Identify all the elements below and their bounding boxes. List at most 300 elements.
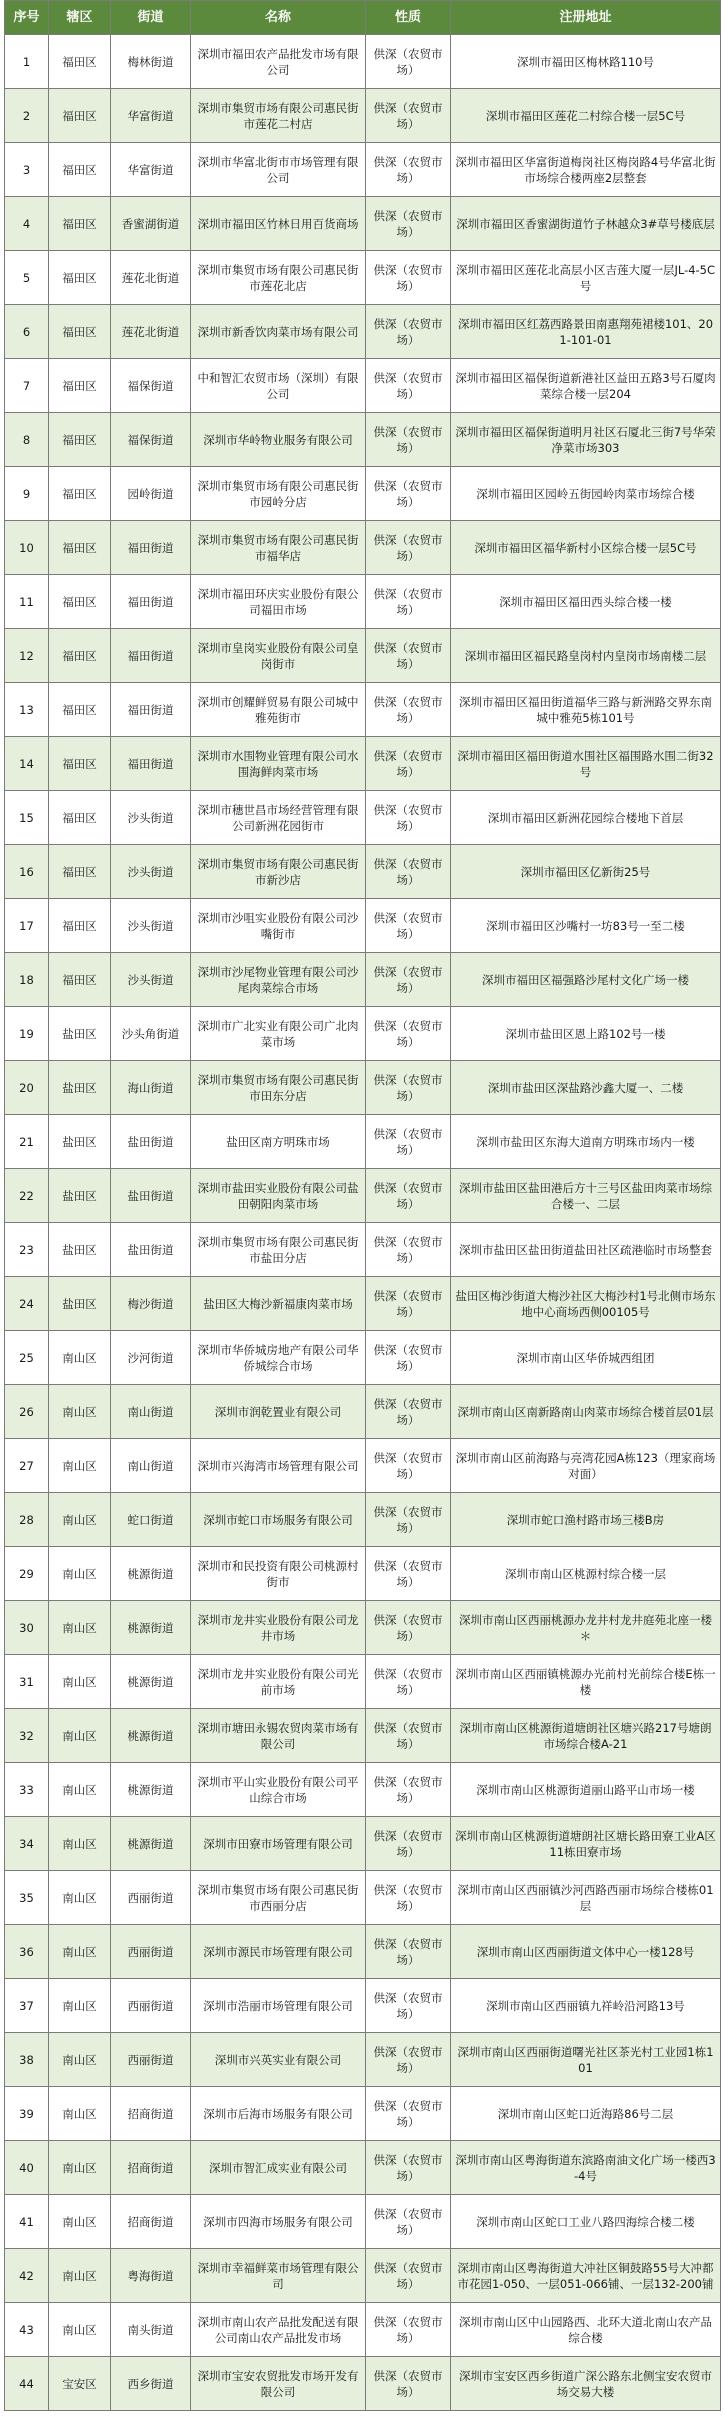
- table-row: [5, 2087, 721, 2141]
- cell-district: 南山区: [49, 1601, 111, 1655]
- cell-nature: 供深（农贸市场）: [366, 2033, 451, 2087]
- cell-name: 深圳市平山实业股份有限公司平山综合市场: [191, 1763, 366, 1817]
- cell-name: 深圳市盐田实业股份有限公司盐田朝阳肉菜市场: [191, 1169, 366, 1223]
- cell-address: 深圳市宝安区西乡街道广深公路东北侧宝安农贸市场交易大楼: [451, 2357, 721, 2411]
- table-row: [5, 2357, 721, 2411]
- table-row: [5, 1709, 721, 1763]
- header-index: 序号: [5, 1, 49, 35]
- cell-nature: 供深（农贸市场）: [366, 197, 451, 251]
- cell-street: 沙河街道: [111, 1331, 191, 1385]
- cell-index: 14: [5, 737, 49, 791]
- cell-address: 深圳市南山区前海路与亮湾花园A栋123（理家商场对面）: [451, 1439, 721, 1493]
- cell-address: 深圳市福田区福保街道明月社区石厦北三街7号华荣净菜市场303: [451, 413, 721, 467]
- table-row: [5, 629, 721, 683]
- cell-name: 盐田区南方明珠市场: [191, 1115, 366, 1169]
- cell-address: 深圳市南山区桃源村综合楼一层: [451, 1547, 721, 1601]
- table-row: [5, 1115, 721, 1169]
- cell-district: 南山区: [49, 1547, 111, 1601]
- cell-street: 南山街道: [111, 1439, 191, 1493]
- cell-name: 深圳市智汇成实业有限公司: [191, 2141, 366, 2195]
- cell-street: 莲花北街道: [111, 251, 191, 305]
- cell-address: 深圳市南山区桃源街道塘朗社区塘兴路217号塘朗市场综合楼A-21: [451, 1709, 721, 1763]
- cell-street: 莲花北街道: [111, 305, 191, 359]
- cell-nature: 供深（农贸市场）: [366, 2195, 451, 2249]
- table-row: [5, 2303, 721, 2357]
- cell-name: 深圳市龙井实业股份有限公司龙井市场: [191, 1601, 366, 1655]
- cell-district: 南山区: [49, 2141, 111, 2195]
- cell-street: 华富街道: [111, 143, 191, 197]
- table-row: [5, 1169, 721, 1223]
- cell-district: 盐田区: [49, 1007, 111, 1061]
- cell-street: 桃源街道: [111, 1763, 191, 1817]
- cell-name: 深圳市新香饮肉菜市场有限公司: [191, 305, 366, 359]
- cell-district: 福田区: [49, 197, 111, 251]
- cell-street: 沙头街道: [111, 899, 191, 953]
- table-row: [5, 2249, 721, 2303]
- cell-name: 深圳市皇岗实业股份有限公司皇岗街市: [191, 629, 366, 683]
- cell-name: 深圳市宝安农贸批发市场开发有限公司: [191, 2357, 366, 2411]
- cell-index: 43: [5, 2303, 49, 2357]
- cell-nature: 供深（农贸市场）: [366, 1979, 451, 2033]
- market-table: [4, 0, 721, 2411]
- cell-district: 南山区: [49, 1817, 111, 1871]
- cell-index: 5: [5, 251, 49, 305]
- cell-district: 福田区: [49, 467, 111, 521]
- cell-district: 盐田区: [49, 1061, 111, 1115]
- cell-district: 福田区: [49, 845, 111, 899]
- table-row: [5, 197, 721, 251]
- cell-address: 深圳市南山区西丽街道曙光社区茶光村工业园1栋101: [451, 2033, 721, 2087]
- cell-nature: 供深（农贸市场）: [366, 2357, 451, 2411]
- cell-index: 10: [5, 521, 49, 575]
- cell-nature: 供深（农贸市场）: [366, 467, 451, 521]
- cell-nature: 供深（农贸市场）: [366, 791, 451, 845]
- cell-index: 38: [5, 2033, 49, 2087]
- cell-address: 深圳市南山区中山园路西、北环大道北南山农产品综合楼: [451, 2303, 721, 2357]
- cell-address: 深圳市福田区莲花二村综合楼一层5C号: [451, 89, 721, 143]
- cell-address: 深圳市福田区福民路皇岗村内皇岗市场南楼二层: [451, 629, 721, 683]
- cell-street: 桃源街道: [111, 1655, 191, 1709]
- cell-index: 22: [5, 1169, 49, 1223]
- cell-nature: 供深（农贸市场）: [366, 575, 451, 629]
- table-row: [5, 1385, 721, 1439]
- cell-nature: 供深（农贸市场）: [366, 1763, 451, 1817]
- cell-address: 深圳市福田区福保街道新港社区益田五路3号石厦肉菜综合楼一层204: [451, 359, 721, 413]
- table-row: [5, 683, 721, 737]
- cell-district: 福田区: [49, 35, 111, 89]
- header-nature: 性质: [366, 1, 451, 35]
- cell-nature: 供深（农贸市场）: [366, 1547, 451, 1601]
- cell-nature: 供深（农贸市场）: [366, 1061, 451, 1115]
- cell-district: 南山区: [49, 1331, 111, 1385]
- cell-district: 南山区: [49, 2249, 111, 2303]
- cell-index: 15: [5, 791, 49, 845]
- cell-name: 深圳市穗世昌市场经营管理有限公司新洲花园街市: [191, 791, 366, 845]
- cell-index: 2: [5, 89, 49, 143]
- table-row: [5, 1223, 721, 1277]
- cell-index: 7: [5, 359, 49, 413]
- cell-index: 19: [5, 1007, 49, 1061]
- cell-street: 西丽街道: [111, 2033, 191, 2087]
- cell-nature: 供深（农贸市场）: [366, 521, 451, 575]
- cell-index: 32: [5, 1709, 49, 1763]
- cell-address: 深圳市盐田区盐田港后方十三号区盐田肉菜市场综合楼一、二层: [451, 1169, 721, 1223]
- cell-nature: 供深（农贸市场）: [366, 359, 451, 413]
- cell-name: 深圳市蛇口市场服务有限公司: [191, 1493, 366, 1547]
- table-row: [5, 845, 721, 899]
- cell-address: 深圳市福田区莲花北高层小区吉莲大厦一层JL-4-5C号: [451, 251, 721, 305]
- table-row: [5, 1439, 721, 1493]
- table-row: [5, 35, 721, 89]
- cell-index: 31: [5, 1655, 49, 1709]
- cell-street: 招商街道: [111, 2195, 191, 2249]
- cell-district: 南山区: [49, 2195, 111, 2249]
- cell-address: 盐田区梅沙街道大梅沙社区大梅沙村1号北侧市场东地中心商场西侧00105号: [451, 1277, 721, 1331]
- cell-street: 福田街道: [111, 737, 191, 791]
- cell-district: 南山区: [49, 1493, 111, 1547]
- cell-street: 华富街道: [111, 89, 191, 143]
- table-row: [5, 2141, 721, 2195]
- cell-district: 南山区: [49, 2033, 111, 2087]
- cell-index: 13: [5, 683, 49, 737]
- cell-name: 深圳市华富北街市市场管理有限公司: [191, 143, 366, 197]
- cell-index: 37: [5, 1979, 49, 2033]
- cell-index: 30: [5, 1601, 49, 1655]
- cell-address: 深圳市南山区桃源街道塘朗社区塘长路田寮工业A区11栋田寮市场: [451, 1817, 721, 1871]
- cell-name: 深圳市水围物业管理有限公司水围海鲜肉菜市场: [191, 737, 366, 791]
- cell-nature: 供深（农贸市场）: [366, 1007, 451, 1061]
- cell-nature: 供深（农贸市场）: [366, 1925, 451, 1979]
- cell-name: 深圳市福田区竹林日用百货商场: [191, 197, 366, 251]
- cell-street: 沙头街道: [111, 791, 191, 845]
- cell-index: 20: [5, 1061, 49, 1115]
- cell-district: 福田区: [49, 413, 111, 467]
- cell-name: 深圳市集贸市场有限公司惠民街市园岭分店: [191, 467, 366, 521]
- table-row: [5, 1979, 721, 2033]
- cell-district: 福田区: [49, 89, 111, 143]
- cell-name: 深圳市集贸市场有限公司惠民街市盐田分店: [191, 1223, 366, 1277]
- cell-address: 深圳市南山区西丽镇桃源办光前村光前综合楼E栋一楼: [451, 1655, 721, 1709]
- cell-district: 盐田区: [49, 1223, 111, 1277]
- cell-name: 深圳市创耀鲜贸易有限公司城中雅苑街市: [191, 683, 366, 737]
- cell-name: 深圳市华岭物业服务有限公司: [191, 413, 366, 467]
- cell-street: 沙头街道: [111, 953, 191, 1007]
- cell-street: 福田街道: [111, 629, 191, 683]
- cell-nature: 供深（农贸市场）: [366, 1277, 451, 1331]
- cell-address: 深圳市福田区新洲花园综合楼地下首层: [451, 791, 721, 845]
- cell-index: 8: [5, 413, 49, 467]
- table-row: [5, 359, 721, 413]
- cell-address: 深圳市福田区福田街道福华三路与新洲路交界东南城中雅苑5栋101号: [451, 683, 721, 737]
- header-name: 名称: [191, 1, 366, 35]
- cell-nature: 供深（农贸市场）: [366, 89, 451, 143]
- cell-district: 福田区: [49, 629, 111, 683]
- table-row: [5, 251, 721, 305]
- cell-address: 深圳市福田区香蜜湖街道竹子林越众3#草号楼底层: [451, 197, 721, 251]
- cell-district: 福田区: [49, 521, 111, 575]
- cell-nature: 供深（农贸市场）: [366, 251, 451, 305]
- cell-district: 福田区: [49, 359, 111, 413]
- header-street: 街道: [111, 1, 191, 35]
- cell-name: 中和智汇农贸市场（深圳）有限公司: [191, 359, 366, 413]
- cell-index: 41: [5, 2195, 49, 2249]
- cell-nature: 供深（农贸市场）: [366, 683, 451, 737]
- cell-index: 34: [5, 1817, 49, 1871]
- cell-index: 17: [5, 899, 49, 953]
- cell-address: 深圳市南山区西丽桃源办龙井村龙井庭苑北座一楼＊: [451, 1601, 721, 1655]
- cell-street: 福保街道: [111, 359, 191, 413]
- cell-name: 深圳市四海市场服务有限公司: [191, 2195, 366, 2249]
- table-row: [5, 791, 721, 845]
- cell-address: 深圳市福田区梅林路110号: [451, 35, 721, 89]
- table-row: [5, 305, 721, 359]
- table-row: [5, 575, 721, 629]
- cell-nature: 供深（农贸市场）: [366, 953, 451, 1007]
- table-body: [5, 35, 721, 2411]
- cell-address: 深圳市福田区亿新街25号: [451, 845, 721, 899]
- cell-name: 深圳市兴英实业有限公司: [191, 2033, 366, 2087]
- cell-name: 深圳市集贸市场有限公司惠民街市田东分店: [191, 1061, 366, 1115]
- cell-street: 桃源街道: [111, 1817, 191, 1871]
- cell-name: 深圳市南山农产品批发配送有限公司南山农产品批发市场: [191, 2303, 366, 2357]
- cell-address: 深圳市福田区园岭五街园岭肉菜市场综合楼: [451, 467, 721, 521]
- cell-index: 4: [5, 197, 49, 251]
- cell-address: 深圳市盐田区东海大道南方明珠市场内一楼: [451, 1115, 721, 1169]
- cell-address: 深圳市南山区桃源街道丽山路平山市场一楼: [451, 1763, 721, 1817]
- cell-address: 深圳市南山区粤海街道东滨路南油文化广场一楼西3-4号: [451, 2141, 721, 2195]
- cell-street: 粤海街道: [111, 2249, 191, 2303]
- cell-address: 深圳市南山区西丽镇沙河西路西丽市场综合楼栋01层: [451, 1871, 721, 1925]
- cell-street: 盐田街道: [111, 1115, 191, 1169]
- cell-index: 9: [5, 467, 49, 521]
- cell-name: 深圳市福田环庆实业股份有限公司福田市场: [191, 575, 366, 629]
- cell-street: 福田街道: [111, 575, 191, 629]
- cell-nature: 供深（农贸市场）: [366, 1655, 451, 1709]
- cell-district: 南山区: [49, 1439, 111, 1493]
- cell-index: 36: [5, 1925, 49, 1979]
- cell-address: 深圳市南山区蛇口近海路86号二层: [451, 2087, 721, 2141]
- cell-name: 深圳市润乾置业有限公司: [191, 1385, 366, 1439]
- cell-index: 6: [5, 305, 49, 359]
- cell-name: 深圳市后海市场服务有限公司: [191, 2087, 366, 2141]
- cell-index: 26: [5, 1385, 49, 1439]
- cell-index: 42: [5, 2249, 49, 2303]
- cell-address: 深圳市福田区华富街道梅岗社区梅岗路4号华富北街市场综合楼两座2层整套: [451, 143, 721, 197]
- cell-index: 3: [5, 143, 49, 197]
- table-row: [5, 1601, 721, 1655]
- cell-name: 深圳市集贸市场有限公司惠民街市莲花二村店: [191, 89, 366, 143]
- cell-district: 南山区: [49, 2303, 111, 2357]
- table-row: [5, 1763, 721, 1817]
- cell-nature: 供深（农贸市场）: [366, 629, 451, 683]
- cell-street: 园岭街道: [111, 467, 191, 521]
- cell-index: 40: [5, 2141, 49, 2195]
- cell-index: 28: [5, 1493, 49, 1547]
- cell-district: 南山区: [49, 1385, 111, 1439]
- cell-nature: 供深（农贸市场）: [366, 1817, 451, 1871]
- cell-district: 盐田区: [49, 1115, 111, 1169]
- cell-nature: 供深（农贸市场）: [366, 1385, 451, 1439]
- cell-name: 深圳市塘田永锡农贸肉菜市场有限公司: [191, 1709, 366, 1763]
- cell-address: 深圳市南山区南新路南山肉菜市场综合楼首层01层: [451, 1385, 721, 1439]
- cell-name: 深圳市和民投资有限公司桃源村街市: [191, 1547, 366, 1601]
- table-row: [5, 1655, 721, 1709]
- table-row: [5, 1547, 721, 1601]
- cell-nature: 供深（农贸市场）: [366, 413, 451, 467]
- cell-district: 福田区: [49, 899, 111, 953]
- cell-district: 福田区: [49, 683, 111, 737]
- cell-index: 35: [5, 1871, 49, 1925]
- table-row: [5, 2033, 721, 2087]
- cell-nature: 供深（农贸市场）: [366, 305, 451, 359]
- cell-name: 深圳市兴海湾市场管理有限公司: [191, 1439, 366, 1493]
- table-row: [5, 899, 721, 953]
- cell-street: 西丽街道: [111, 1871, 191, 1925]
- table-row: [5, 467, 721, 521]
- cell-address: 深圳市福田区福华新村小区综合楼一层5C号: [451, 521, 721, 575]
- cell-address: 深圳市蛇口渔村路市场三楼B房: [451, 1493, 721, 1547]
- cell-nature: 供深（农贸市场）: [366, 899, 451, 953]
- cell-name: 盐田区大梅沙新福康肉菜市场: [191, 1277, 366, 1331]
- cell-street: 桃源街道: [111, 1709, 191, 1763]
- cell-street: 沙头角街道: [111, 1007, 191, 1061]
- table-container: [4, 0, 720, 2411]
- cell-district: 盐田区: [49, 1169, 111, 1223]
- cell-index: 1: [5, 35, 49, 89]
- cell-index: 25: [5, 1331, 49, 1385]
- cell-index: 21: [5, 1115, 49, 1169]
- cell-street: 沙头街道: [111, 845, 191, 899]
- cell-index: 24: [5, 1277, 49, 1331]
- table-row: [5, 1871, 721, 1925]
- table-row: [5, 1493, 721, 1547]
- cell-district: 南山区: [49, 2087, 111, 2141]
- cell-name: 深圳市田寮市场管理有限公司: [191, 1817, 366, 1871]
- header-row: [5, 1, 721, 35]
- cell-district: 盐田区: [49, 1277, 111, 1331]
- cell-district: 福田区: [49, 143, 111, 197]
- cell-district: 南山区: [49, 1925, 111, 1979]
- cell-street: 西丽街道: [111, 1979, 191, 2033]
- cell-address: 深圳市福田区沙嘴村一坊83号一至二楼: [451, 899, 721, 953]
- table-row: [5, 413, 721, 467]
- header-address: 注册地址: [451, 1, 721, 35]
- cell-district: 福田区: [49, 251, 111, 305]
- cell-nature: 供深（农贸市场）: [366, 1439, 451, 1493]
- table-row: [5, 737, 721, 791]
- cell-name: 深圳市广北实业有限公司广北肉菜市场: [191, 1007, 366, 1061]
- cell-nature: 供深（农贸市场）: [366, 35, 451, 89]
- cell-index: 27: [5, 1439, 49, 1493]
- table-row: [5, 89, 721, 143]
- cell-nature: 供深（农贸市场）: [366, 1601, 451, 1655]
- cell-district: 南山区: [49, 1979, 111, 2033]
- table-row: [5, 1817, 721, 1871]
- cell-address: 深圳市南山区粤海街道大冲社区铜鼓路55号大冲都市花园1-050、一层051-066铺、一层132-200铺: [451, 2249, 721, 2303]
- cell-street: 桃源街道: [111, 1601, 191, 1655]
- cell-district: 南山区: [49, 1709, 111, 1763]
- cell-nature: 供深（农贸市场）: [366, 1709, 451, 1763]
- cell-address: 深圳市福田区红荔西路景田南惠翔苑裙楼101、201-101-01: [451, 305, 721, 359]
- cell-name: 深圳市幸福鲜菜市场管理有限公司: [191, 2249, 366, 2303]
- table-row: [5, 953, 721, 1007]
- cell-street: 盐田街道: [111, 1169, 191, 1223]
- cell-address: 深圳市盐田区恩上路102号一楼: [451, 1007, 721, 1061]
- cell-index: 16: [5, 845, 49, 899]
- cell-name: 深圳市集贸市场有限公司惠民街市莲花北店: [191, 251, 366, 305]
- cell-nature: 供深（农贸市场）: [366, 1871, 451, 1925]
- cell-address: 深圳市盐田区深盐路沙鑫大厦一、二楼: [451, 1061, 721, 1115]
- cell-district: 福田区: [49, 305, 111, 359]
- cell-nature: 供深（农贸市场）: [366, 2249, 451, 2303]
- cell-name: 深圳市龙井实业股份有限公司光前市场: [191, 1655, 366, 1709]
- cell-name: 深圳市沙咀实业股份有限公司沙嘴街市: [191, 899, 366, 953]
- cell-street: 南头街道: [111, 2303, 191, 2357]
- cell-index: 11: [5, 575, 49, 629]
- cell-district: 南山区: [49, 1655, 111, 1709]
- cell-street: 招商街道: [111, 2087, 191, 2141]
- table-row: [5, 1925, 721, 1979]
- cell-street: 福保街道: [111, 413, 191, 467]
- cell-street: 南山街道: [111, 1385, 191, 1439]
- cell-index: 39: [5, 2087, 49, 2141]
- cell-nature: 供深（农贸市场）: [366, 2303, 451, 2357]
- cell-index: 33: [5, 1763, 49, 1817]
- table-row: [5, 2195, 721, 2249]
- table-row: [5, 1007, 721, 1061]
- cell-nature: 供深（农贸市场）: [366, 1223, 451, 1277]
- cell-address: 深圳市盐田区盐田街道盐田社区疏港临时市场整套: [451, 1223, 721, 1277]
- cell-street: 盐田街道: [111, 1223, 191, 1277]
- cell-address: 深圳市南山区西丽街道文体中心一楼128号: [451, 1925, 721, 1979]
- table-row: [5, 1061, 721, 1115]
- cell-street: 海山街道: [111, 1061, 191, 1115]
- cell-name: 深圳市集贸市场有限公司惠民街市福华店: [191, 521, 366, 575]
- cell-district: 福田区: [49, 953, 111, 1007]
- cell-street: 西乡街道: [111, 2357, 191, 2411]
- cell-street: 福田街道: [111, 521, 191, 575]
- cell-address: 深圳市福田区福强路沙尾村文化广场一楼: [451, 953, 721, 1007]
- cell-nature: 供深（农贸市场）: [366, 737, 451, 791]
- cell-street: 香蜜湖街道: [111, 197, 191, 251]
- cell-index: 18: [5, 953, 49, 1007]
- cell-name: 深圳市沙尾物业管理有限公司沙尾肉菜综合市场: [191, 953, 366, 1007]
- cell-name: 深圳市福田农产品批发市场有限公司: [191, 35, 366, 89]
- cell-address: 深圳市福田区福田西头综合楼一楼: [451, 575, 721, 629]
- cell-index: 29: [5, 1547, 49, 1601]
- cell-district: 南山区: [49, 1763, 111, 1817]
- cell-index: 12: [5, 629, 49, 683]
- table-row: [5, 1277, 721, 1331]
- cell-district: 宝安区: [49, 2357, 111, 2411]
- cell-street: 梅林街道: [111, 35, 191, 89]
- cell-nature: 供深（农贸市场）: [366, 1493, 451, 1547]
- cell-address: 深圳市福田区福田街道水围社区福围路水围二街32号: [451, 737, 721, 791]
- cell-street: 桃源街道: [111, 1547, 191, 1601]
- cell-street: 招商街道: [111, 2141, 191, 2195]
- table-row: [5, 521, 721, 575]
- cell-district: 福田区: [49, 575, 111, 629]
- cell-street: 梅沙街道: [111, 1277, 191, 1331]
- cell-district: 南山区: [49, 1871, 111, 1925]
- cell-name: 深圳市集贸市场有限公司惠民街市新沙店: [191, 845, 366, 899]
- cell-nature: 供深（农贸市场）: [366, 845, 451, 899]
- cell-address: 深圳市南山区华侨城西组团: [451, 1331, 721, 1385]
- cell-district: 福田区: [49, 791, 111, 845]
- header-district: 辖区: [49, 1, 111, 35]
- table-row: [5, 143, 721, 197]
- cell-district: 福田区: [49, 737, 111, 791]
